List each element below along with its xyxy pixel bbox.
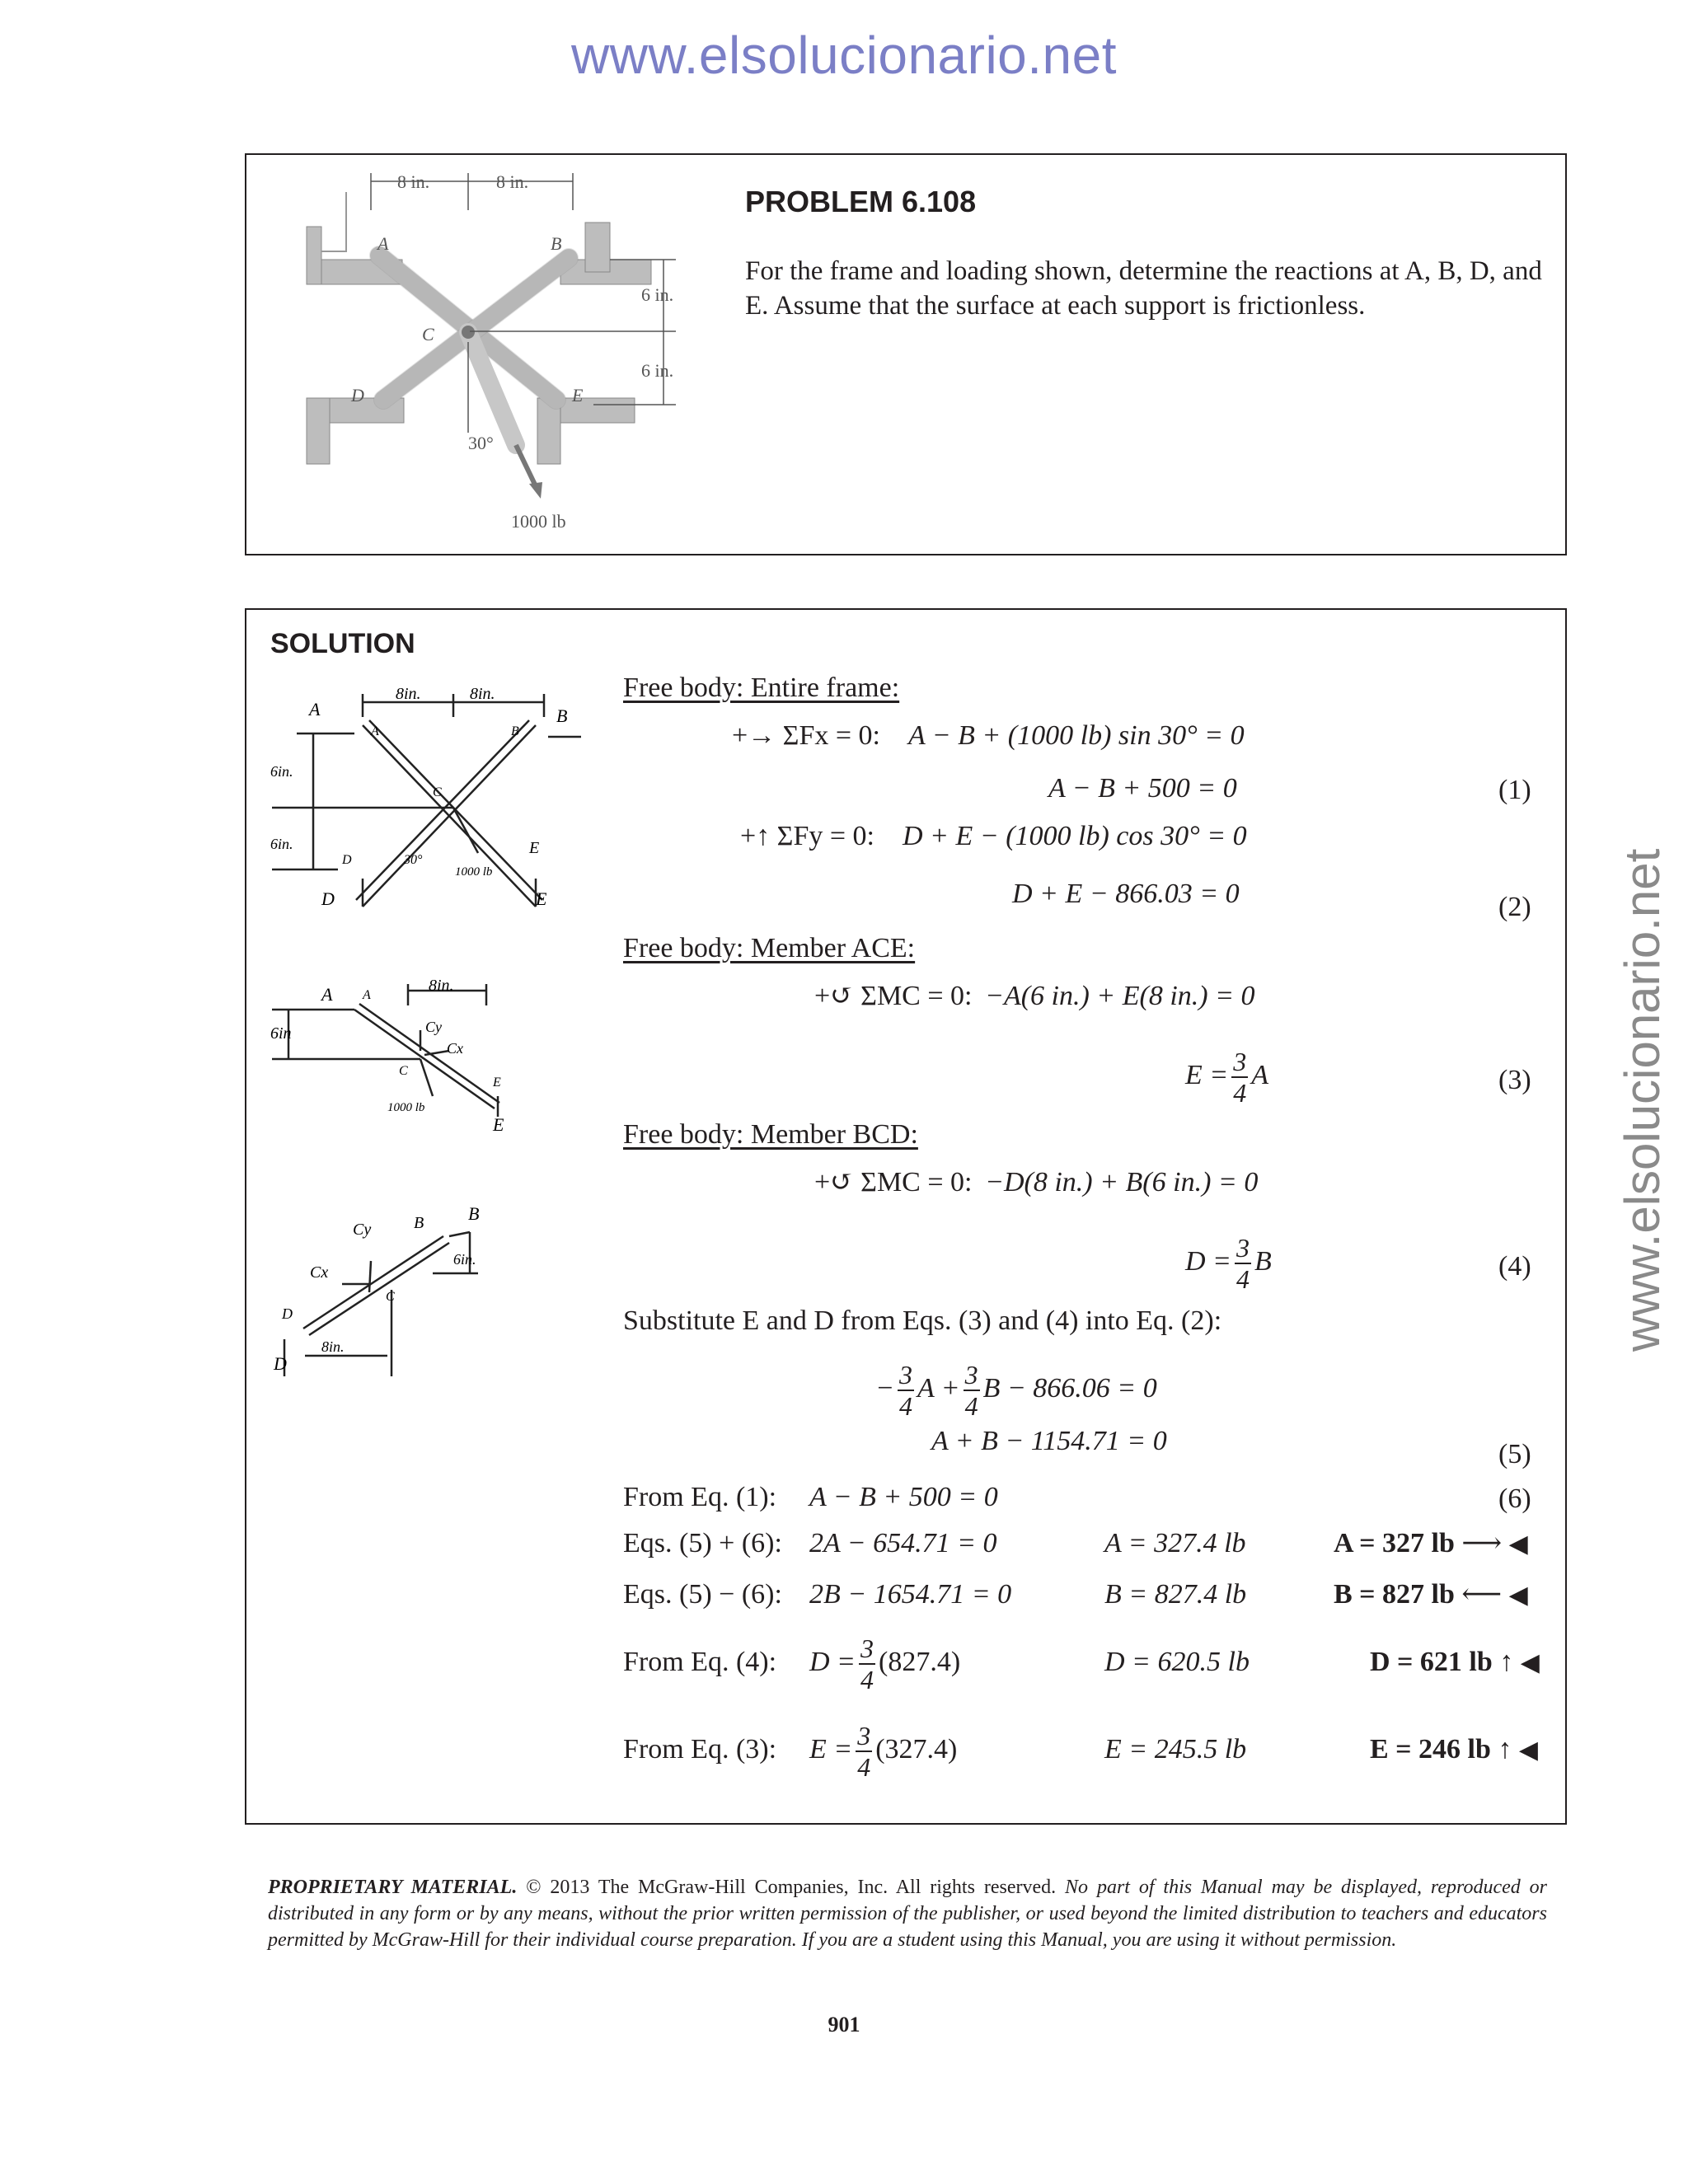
svg-text:Cy: Cy: [425, 1019, 442, 1035]
svg-text:Cx: Cx: [447, 1040, 463, 1057]
svg-text:6in.: 6in.: [270, 763, 293, 780]
watermark-top: www.elsolucionario.net: [571, 26, 1117, 85]
from-eq1: A − B + 500 = 0: [809, 1482, 998, 1512]
fb-entire-frame: Free body: Entire frame:: [623, 673, 900, 703]
svg-text:E: E: [536, 888, 547, 909]
footer-text: PROPRIETARY MATERIAL. © 2013 The McGraw-Hill Companies, Inc. All rights reserved. No part of this Manual may be displayed, reproduced or distributed in any form or by any means, without the prior written permission of the publisher, or used beyond the limited distribution to teachers and educators permitted by McGraw-Hill for their individual course preparation. If you are a student using this Manual, you are using it without permission.: [268, 1877, 1547, 1951]
svg-text:E: E: [493, 1076, 501, 1090]
svg-text:6in: 6in: [270, 1024, 292, 1043]
from-eq1-label: From Eq. (1):: [623, 1482, 777, 1512]
eq-mc1-label: +↺ ΣMC = 0:: [814, 981, 973, 1011]
label-a: A: [377, 233, 389, 254]
svg-text:D: D: [321, 888, 335, 909]
result4-value: E = 245.5 lb: [1104, 1734, 1247, 1765]
label-d: D: [351, 385, 364, 405]
eq-mc2-label: +↺ ΣMC = 0:: [814, 1167, 973, 1197]
eq-fy: D + E − (1000 lb) cos 30° = 0: [903, 821, 1247, 851]
eq-3: E = $\frac{3}{4}$ A: [1185, 1047, 1268, 1108]
svg-text:D: D: [342, 853, 352, 867]
result1-label: Eqs. (5) + (6):: [623, 1528, 782, 1558]
eq-mc2: −D(8 in.) + B(6 in.) = 0: [985, 1167, 1259, 1197]
dim-right: 8 in.: [496, 171, 529, 192]
result4-label: From Eq. (3):: [623, 1734, 777, 1765]
svg-text:E: E: [529, 839, 540, 857]
svg-text:8in.: 8in.: [396, 685, 421, 703]
problem-text: For the frame and loading shown, determine the reactions at A, B, D, and E. Assume that the surface at each support is frictionless.: [745, 256, 1542, 321]
svg-text:A: A: [363, 988, 371, 1002]
answer-d: D = 621 lb ↑ ◀: [1370, 1647, 1540, 1677]
svg-text:6in.: 6in.: [270, 836, 293, 852]
solution-heading: SOLUTION: [270, 628, 415, 659]
page-number: 901: [828, 2013, 860, 2036]
eq-3-number: (3): [1498, 1065, 1531, 1095]
eq-fx: A − B + (1000 lb) sin 30° = 0: [908, 720, 1245, 751]
eq-5: A + B − 1154.71 = 0: [931, 1426, 1167, 1456]
problem-title: PROBLEM 6.108: [745, 185, 977, 218]
label-c: C: [422, 324, 434, 344]
answer-a: A = 327 lb ⟶ ◀: [1334, 1528, 1528, 1558]
svg-text:A: A: [371, 724, 379, 738]
svg-text:8in.: 8in.: [321, 1338, 345, 1355]
eq-fy-label: +↑ ΣFy = 0:: [740, 821, 874, 851]
eq-4-number: (4): [1498, 1251, 1531, 1282]
eq-mc1: −A(6 in.) + E(8 in.) = 0: [985, 981, 1255, 1011]
eq-2-number: (2): [1498, 892, 1531, 922]
svg-text:B: B: [556, 705, 568, 726]
sketch-member-bcd: [264, 1195, 511, 1385]
substitute-text: Substitute E and D from Eqs. (3) and (4) into Eq. (2):: [623, 1305, 1222, 1336]
svg-text:C: C: [399, 1064, 408, 1078]
answer-b: B = 827 lb ⟵ ◀: [1334, 1579, 1528, 1610]
fb-member-ace: Free body: Member ACE:: [623, 933, 916, 963]
svg-text:A: A: [321, 984, 333, 1005]
problem-figure: [247, 161, 709, 548]
svg-text:B: B: [414, 1214, 424, 1232]
svg-text:6in.: 6in.: [453, 1251, 476, 1268]
eq-4: D = $\frac{3}{4}$ B: [1185, 1233, 1272, 1294]
result1-value: A = 327.4 lb: [1104, 1528, 1246, 1558]
svg-text:1000 lb: 1000 lb: [387, 1101, 425, 1114]
answer-e: E = 246 lb ↑ ◀: [1370, 1734, 1538, 1765]
result2-eq: 2B − 1654.71 = 0: [809, 1579, 1012, 1610]
svg-text:A: A: [309, 699, 321, 719]
svg-text:D: D: [274, 1353, 287, 1374]
svg-text:C: C: [386, 1290, 395, 1304]
result3-eq: D = $\frac{3}{4}$ (827.4): [809, 1633, 961, 1694]
svg-text:Cy: Cy: [353, 1221, 372, 1239]
eq-fx-label: +→ ΣFx = 0:: [732, 720, 880, 751]
eq-1-number: (1): [1498, 775, 1531, 805]
svg-text:8in.: 8in.: [429, 977, 454, 995]
svg-text:8in.: 8in.: [470, 685, 495, 703]
svg-text:B: B: [468, 1203, 480, 1224]
eq-1: A − B + 500 = 0: [1048, 773, 1237, 804]
svg-text:D: D: [282, 1305, 293, 1322]
eq-5a: − $\frac{3}{4}$ A + $\frac{3}{4}$ B − 866.06 = 0: [875, 1360, 1157, 1421]
angle-label: 30°: [468, 433, 494, 453]
load-label: 1000 lb: [511, 511, 566, 532]
dim-bottom: 6 in.: [641, 360, 674, 381]
watermark-side: www.elsolucionario.net: [1615, 848, 1670, 1352]
label-b: B: [551, 233, 562, 254]
svg-text:C: C: [433, 785, 442, 799]
svg-text:B: B: [511, 724, 519, 738]
result3-value: D = 620.5 lb: [1104, 1647, 1250, 1677]
svg-text:1000 lb: 1000 lb: [455, 865, 493, 879]
sketch-member-ace: [264, 972, 536, 1137]
result1-eq: 2A − 654.71 = 0: [809, 1528, 997, 1558]
sketch-entire-frame: [264, 684, 593, 923]
dim-left: 8 in.: [397, 171, 430, 192]
result3-label: From Eq. (4):: [623, 1647, 777, 1677]
eq-2: D + E − 866.03 = 0: [1012, 879, 1240, 909]
svg-text:30°: 30°: [404, 853, 423, 867]
label-e: E: [572, 385, 584, 405]
svg-text:Cx: Cx: [310, 1263, 329, 1282]
dim-top: 6 in.: [641, 284, 674, 305]
fb-member-bcd: Free body: Member BCD:: [623, 1119, 918, 1150]
result2-label: Eqs. (5) − (6):: [623, 1579, 782, 1610]
result4-eq: E = $\frac{3}{4}$ (327.4): [809, 1721, 958, 1782]
eq-6-number: (6): [1498, 1483, 1531, 1514]
eq-5-number: (5): [1498, 1439, 1531, 1469]
svg-text:E: E: [493, 1114, 504, 1135]
result2-value: B = 827.4 lb: [1104, 1579, 1247, 1610]
